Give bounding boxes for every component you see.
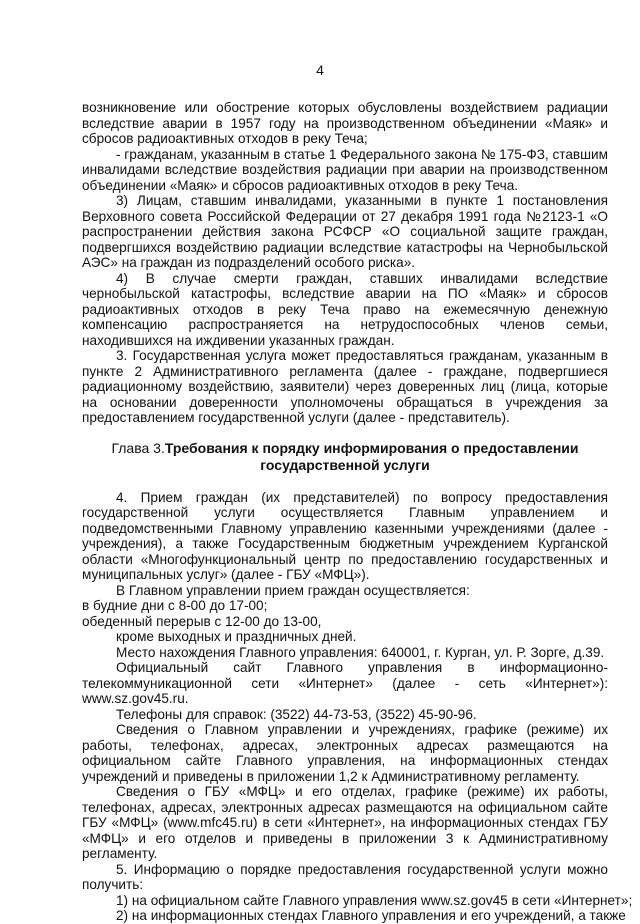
reception-schedule-intro: В Главном управлении прием граждан осуществляется: (116, 582, 470, 598)
info-source-1: 1) на официальном сайте Главного управления www.sz.gov45 в сети «Интернет»; (116, 892, 633, 908)
document-body (82, 100, 633, 924)
paragraph-chernobyl-list-item: - гражданам, указанным в статье 1 Федерального закона № 175-ФЗ, ставшим инвалидами вследствие воздействия радиации при аварии на производственном объединении «Маяк» и сбросов радиоактивных отходов в реку Теча. (82, 146, 608, 193)
paragraph-section-5: 5. Информацию о порядке предоставления государственной услуги можно получить: (82, 861, 608, 892)
paragraph-item-4: 4) В случае смерти граждан, ставших инвалидами вследствие чернобыльской катастрофы, вследствие аварии на ПО «Маяк» и сбросов радиоактивных отходов в реку Теча право на ежемесячную денежную компенсацию распространяется на нетрудоспособных членов семьи, находившихся на иждивении указанных граждан. (82, 270, 608, 348)
official-website: Официальный сайт Главного управления в информационно-телекоммуникационной сети «Интернет» (далее - сеть «Интернет»): www.sz.gov45.ru. (82, 660, 608, 706)
paragraph-section-3: 3. Государственная услуга может предоставляться гражданам, указанным в пункте 2 Административного регламента (далее - граждане, подвергшиеся радиационному воздействию, заявители) через доверенных лиц (лица, которые на основании доверенности уполномочены обращаться в учреждения за предоставлением государственной услуги (далее - представитель). (82, 348, 608, 425)
paragraph-info-mfc: Сведения о ГБУ «МФЦ» и его отделах, графике (режиме) их работы, телефонах, адресах, электронных адресах размещаются на официальном сайте ГБУ «МФЦ» (www.mfc45.ru) в сети «Интернет», на информационных стендах ГБУ «МФЦ» и его отделов и приведены в приложении 3 к Административному регламенту. (82, 784, 608, 861)
chapter-heading (82, 440, 608, 474)
paragraph-info-main-office: Сведения о Главном управлении и учреждениях, графике (режиме) их работы, телефонах, адресах, электронных адресах размещаются на официальном сайте Главного управления, на информационных стендах учреждений и приведены в приложении 1,2 к Административному регламенту. (82, 722, 608, 784)
reception-lunch-break: обеденный перерыв с 12-00 до 13-00, (82, 613, 322, 629)
office-address: Место нахождения Главного управления: 640001, г. Курган, ул. Р. Зорге, д.39. (116, 644, 605, 660)
reception-weekdays: в будние дни с 8-00 до 17-00; (82, 598, 268, 613)
page-number: 4 (316, 62, 324, 78)
info-source-2: 2) на информационных стендах Главного управления и его учреждений, а также (116, 908, 626, 923)
paragraph-section-4: 4. Прием граждан (их представителей) по вопросу предоставления государственной услуги осуществляется Главным управлением и подведомственными Главному управлению казенными учреждениями (далее - учреждения), а также Государственным бюджетным учреждением Курганской области «Многофункциональный центр по предоставлению государственных и муниципальных услуг» (далее - ГБУ «МФЦ»). (82, 489, 608, 582)
chapter-prefix: Глава 3. (111, 439, 165, 456)
reception-holidays: кроме выходных и праздничных дней. (116, 629, 357, 644)
chapter-title: Требования к порядку информирования о предоставлении государственной услуги (164, 439, 579, 473)
reference-phones: Телефоны для справок: (3522) 44-73-53, (3522) 45-90-96. (116, 706, 477, 722)
paragraph-continuation: возникновение или обострение которых обусловлены воздействием радиации вследствие аварии в 1957 году на производственном объединении «Маяк» и сбросов радиоактивных отходов в реку Теча; (82, 100, 608, 146)
paragraph-item-3: 3) Лицам, ставшим инвалидами, указанными в пункте 1 постановления Верховного совета Российской Федерации от 27 декабря 1991 года №2123-1 «О распространении действия закона РСФСР «О социальной защите граждан, подвергшихся воздействию радиации вследствие катастрофы на Чернобыльской АЭС» на граждан из подразделений особого риска». (82, 193, 608, 270)
